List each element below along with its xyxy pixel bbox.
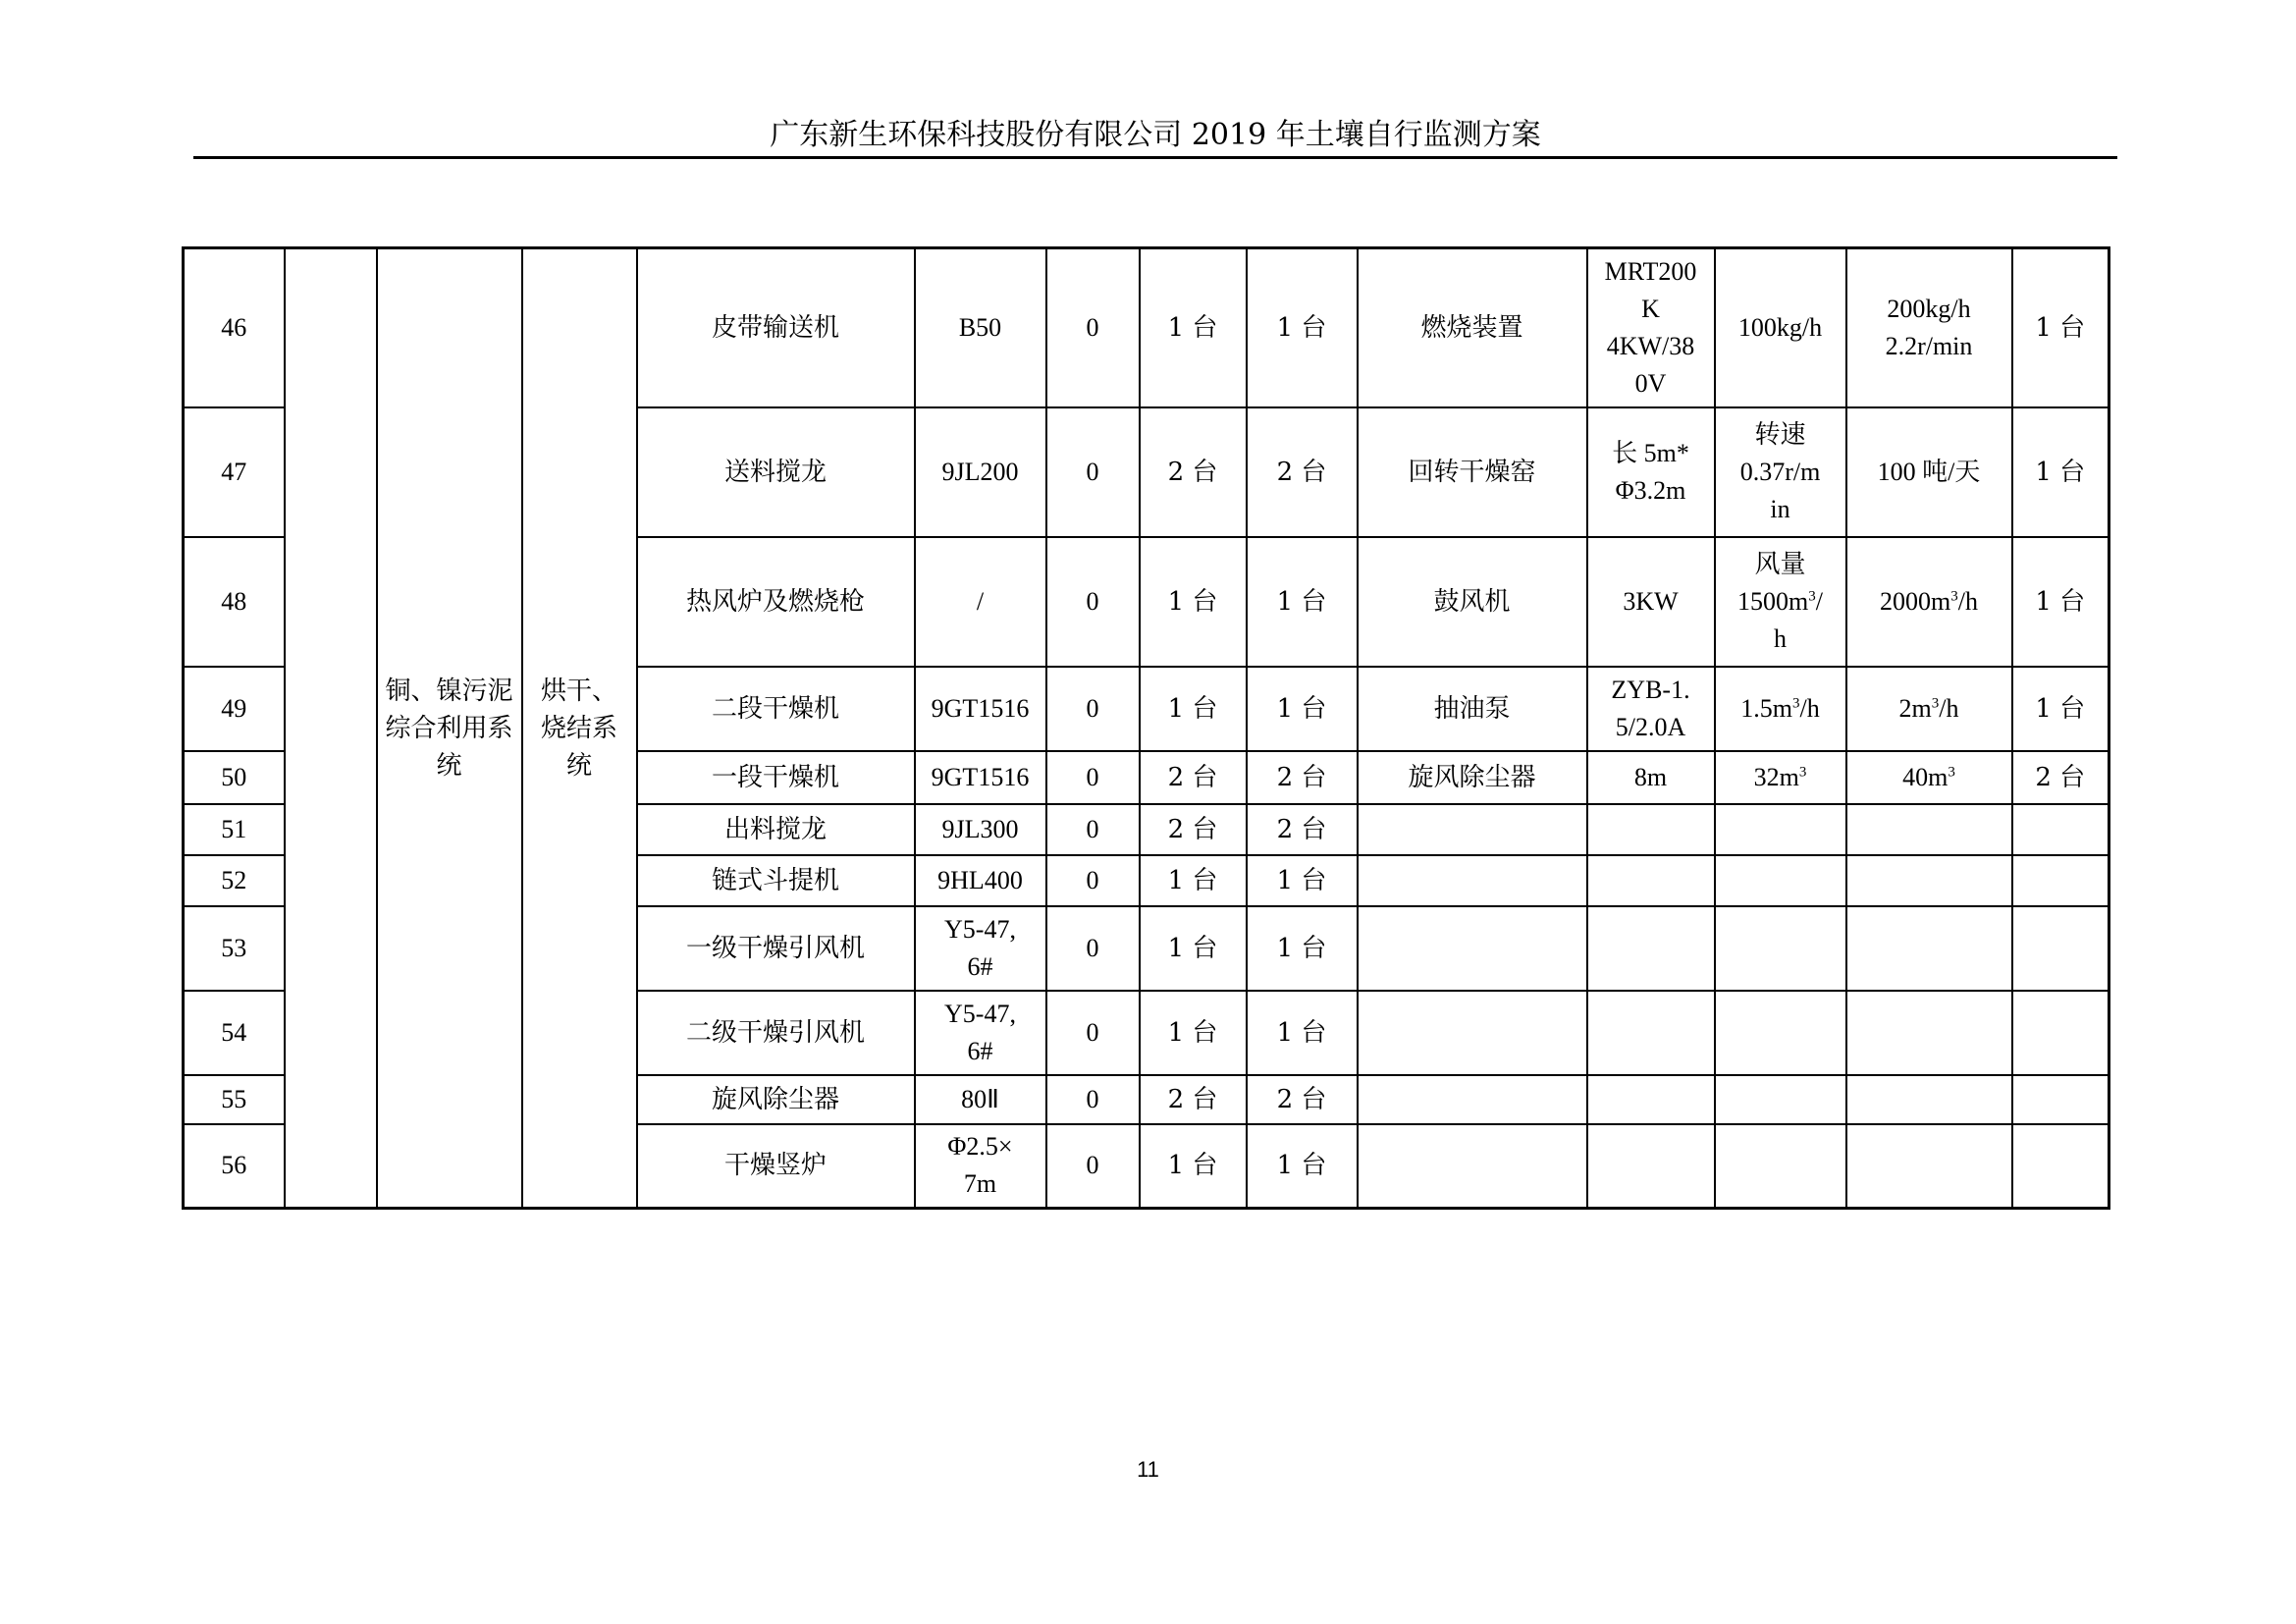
empty-cell — [1587, 804, 1715, 855]
empty-cell — [2012, 906, 2109, 991]
empty-cell — [1587, 855, 1715, 906]
aux-device-name: 抽油泵 — [1358, 667, 1587, 751]
row-number: 49 — [184, 667, 285, 751]
equipment-name: 一段干燥机 — [637, 751, 915, 804]
aux-device-capacity: 风量 $1500m^3/$ h — [1715, 537, 1846, 667]
aux-device-capacity: $32m^3$ — [1715, 751, 1846, 804]
empty-cell — [1587, 991, 1715, 1075]
empty-cell — [1715, 991, 1846, 1075]
equipment-quantity-total: 1 台 — [1247, 991, 1358, 1075]
equipment-quantity: 1 台 — [1140, 1124, 1247, 1209]
aux-device-name: 鼓风机 — [1358, 537, 1587, 667]
aux-device-spec: 长 5m* Φ3.2m — [1587, 407, 1715, 537]
equipment-name: 旋风除尘器 — [637, 1075, 915, 1124]
aux-device-capacity: $1.5m^3/h$ — [1715, 667, 1846, 751]
equipment-quantity: 1 台 — [1140, 991, 1247, 1075]
aux-device-capacity: 100kg/h — [1715, 248, 1846, 407]
row-number: 56 — [184, 1124, 285, 1209]
equipment-model: 9GT1516 — [915, 667, 1046, 751]
row-number: 52 — [184, 855, 285, 906]
table-row — [184, 248, 2109, 407]
equipment-quantity-total: 1 台 — [1247, 1124, 1358, 1209]
row-number: 55 — [184, 1075, 285, 1124]
equipment-quantity-total: 1 台 — [1247, 906, 1358, 991]
row-number: 47 — [184, 407, 285, 537]
empty-cell — [1358, 1075, 1587, 1124]
blank-column-cell — [285, 248, 377, 1209]
aux-device-rated: $40m^3$ — [1846, 751, 2012, 804]
empty-cell — [1587, 906, 1715, 991]
equipment-name: 送料搅龙 — [637, 407, 915, 537]
empty-cell — [1358, 804, 1587, 855]
header-divider — [193, 156, 2117, 159]
equipment-model: Φ2.5× 7m — [915, 1124, 1046, 1209]
empty-cell — [1715, 1075, 1846, 1124]
equipment-quantity: 2 台 — [1140, 804, 1247, 855]
equipment-name: 干燥竖炉 — [637, 1124, 915, 1209]
empty-cell — [2012, 1075, 2109, 1124]
aux-device-spec: 3KW — [1587, 537, 1715, 667]
empty-cell — [2012, 1124, 2109, 1209]
aux-device-capacity: 转速 0.37r/m in — [1715, 407, 1846, 537]
equipment-name: 链式斗提机 — [637, 855, 915, 906]
equipment-name: 出料搅龙 — [637, 804, 915, 855]
equipment-quantity: 1 台 — [1140, 855, 1247, 906]
equipment-count-0: 0 — [1046, 1075, 1140, 1124]
equipment-name: 一级干燥引风机 — [637, 906, 915, 991]
equipment-count-0: 0 — [1046, 407, 1140, 537]
equipment-model: / — [915, 537, 1046, 667]
equipment-count-0: 0 — [1046, 1124, 1140, 1209]
aux-device-name: 燃烧装置 — [1358, 248, 1587, 407]
equipment-model: Y5-47, 6# — [915, 991, 1046, 1075]
empty-cell — [1358, 855, 1587, 906]
aux-device-name: 旋风除尘器 — [1358, 751, 1587, 804]
aux-device-rated: 100 吨/天 — [1846, 407, 2012, 537]
equipment-count-0: 0 — [1046, 991, 1140, 1075]
page-header-title: 广东新生环保科技股份有限公司 2019 年土壤自行监测方案 — [770, 118, 1541, 152]
equipment-quantity-total: 2 台 — [1247, 804, 1358, 855]
row-number: 51 — [184, 804, 285, 855]
equipment-table — [182, 246, 2110, 1210]
equipment-quantity-total: 2 台 — [1247, 407, 1358, 537]
equipment-quantity-total: 1 台 — [1247, 855, 1358, 906]
aux-device-rated: $2m^3/h$ — [1846, 667, 2012, 751]
equipment-model: B50 — [915, 248, 1046, 407]
empty-cell — [1358, 906, 1587, 991]
empty-cell — [1846, 1075, 2012, 1124]
equipment-quantity-total: 1 台 — [1247, 248, 1358, 407]
empty-cell — [1846, 1124, 2012, 1209]
row-number: 46 — [184, 248, 285, 407]
aux-device-qty: 1 台 — [2012, 537, 2109, 667]
equipment-quantity: 2 台 — [1140, 407, 1247, 537]
equipment-quantity: 1 台 — [1140, 537, 1247, 667]
equipment-quantity-total: 1 台 — [1247, 667, 1358, 751]
row-number: 54 — [184, 991, 285, 1075]
empty-cell — [1715, 906, 1846, 991]
equipment-name: 二级干燥引风机 — [637, 991, 915, 1075]
equipment-model: 80Ⅱ — [915, 1075, 1046, 1124]
empty-cell — [2012, 991, 2109, 1075]
equipment-model: 9GT1516 — [915, 751, 1046, 804]
aux-device-spec: MRT200 K 4KW/38 0V — [1587, 248, 1715, 407]
equipment-quantity: 2 台 — [1140, 751, 1247, 804]
equipment-name: 二段干燥机 — [637, 667, 915, 751]
aux-device-name: 回转干燥窑 — [1358, 407, 1587, 537]
equipment-model: Y5-47, 6# — [915, 906, 1046, 991]
empty-cell — [1846, 991, 2012, 1075]
empty-cell — [2012, 804, 2109, 855]
empty-cell — [1715, 1124, 1846, 1209]
aux-device-qty: 1 台 — [2012, 248, 2109, 407]
equipment-quantity: 1 台 — [1140, 906, 1247, 991]
empty-cell — [1587, 1124, 1715, 1209]
equipment-quantity-total: 2 台 — [1247, 751, 1358, 804]
equipment-name: 热风炉及燃烧枪 — [637, 537, 915, 667]
aux-device-spec: 8m — [1587, 751, 1715, 804]
system-name-cell: 铜、镍污泥综合利用系统 — [377, 248, 522, 1209]
empty-cell — [2012, 855, 2109, 906]
equipment-count-0: 0 — [1046, 248, 1140, 407]
empty-cell — [1715, 804, 1846, 855]
equipment-name: 皮带输送机 — [637, 248, 915, 407]
equipment-count-0: 0 — [1046, 667, 1140, 751]
page-number: 11 — [1137, 1457, 1159, 1482]
aux-device-rated: 200kg/h 2.2r/min — [1846, 248, 2012, 407]
equipment-count-0: 0 — [1046, 906, 1140, 991]
equipment-quantity: 1 台 — [1140, 248, 1247, 407]
empty-cell — [1358, 991, 1587, 1075]
empty-cell — [1587, 1075, 1715, 1124]
empty-cell — [1846, 804, 2012, 855]
aux-device-qty: 1 台 — [2012, 407, 2109, 537]
equipment-quantity: 1 台 — [1140, 667, 1247, 751]
empty-cell — [1358, 1124, 1587, 1209]
equipment-count-0: 0 — [1046, 804, 1140, 855]
equipment-model: 9JL200 — [915, 407, 1046, 537]
subsystem-name-cell: 烘干、烧结系统 — [522, 248, 637, 1209]
row-number: 48 — [184, 537, 285, 667]
row-number: 53 — [184, 906, 285, 991]
equipment-count-0: 0 — [1046, 537, 1140, 667]
empty-cell — [1715, 855, 1846, 906]
equipment-count-0: 0 — [1046, 751, 1140, 804]
aux-device-qty: 2 台 — [2012, 751, 2109, 804]
equipment-model: 9JL300 — [915, 804, 1046, 855]
equipment-count-0: 0 — [1046, 855, 1140, 906]
empty-cell — [1846, 855, 2012, 906]
equipment-quantity-total: 2 台 — [1247, 1075, 1358, 1124]
empty-cell — [1846, 906, 2012, 991]
equipment-quantity: 2 台 — [1140, 1075, 1247, 1124]
equipment-model: 9HL400 — [915, 855, 1046, 906]
aux-device-rated: $2000m^3/h$ — [1846, 537, 2012, 667]
equipment-quantity-total: 1 台 — [1247, 537, 1358, 667]
aux-device-spec: ZYB-1. 5/2.0A — [1587, 667, 1715, 751]
row-number: 50 — [184, 751, 285, 804]
aux-device-qty: 1 台 — [2012, 667, 2109, 751]
